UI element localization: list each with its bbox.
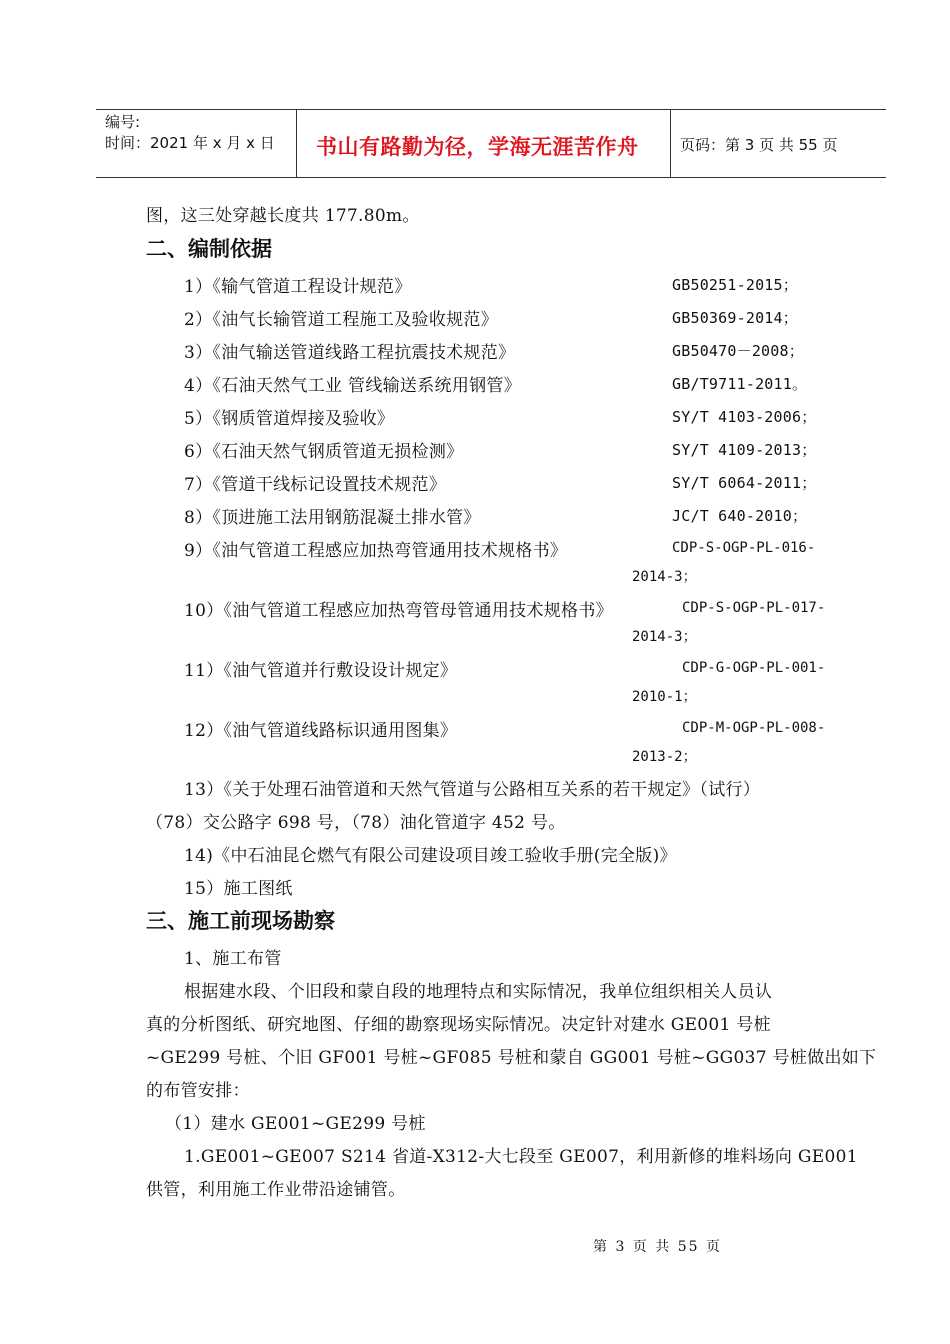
header-page-info: 页码：第 3 页 共 55 页 — [680, 136, 838, 154]
reference-item-code: SY/T 6064-2011； — [672, 474, 817, 492]
reference-item-code: GB50470－2008； — [672, 342, 804, 360]
page-footer: 第 3 页 共 55 页 — [593, 1239, 722, 1255]
reference-item-code-continued: 2014-3； — [632, 629, 697, 645]
reference-item-title: 5）《钢质管道焊接及验收》 — [184, 409, 395, 429]
intro-line: 图，这三处穿越长度共 177.80m。 — [146, 206, 420, 226]
reference-item-code: SY/T 4103-2006； — [672, 408, 817, 426]
section-heading-basis: 二、编制依据 — [146, 237, 272, 261]
sub-item-jianshui: （1）建水 GE001~GE299 号桩 — [165, 1114, 426, 1134]
reference-item-code: CDP-S-OGP-PL-016- — [672, 540, 816, 556]
section-heading-survey: 三、施工前现场勘察 — [146, 909, 335, 933]
reference-item-code: GB50369-2014； — [672, 309, 798, 327]
reference-item-title: 1）《输气管道工程设计规范》 — [184, 277, 412, 297]
reference-item-code: SY/T 4109-2013； — [672, 441, 817, 459]
reference-item-code-continued: 2013-2； — [632, 749, 697, 765]
paragraph-line: ~GE299 号桩、个旧 GF001 号桩~GF085 号桩和蒙自 GG001 号桩~GG037 号桩做出如下 — [146, 1048, 877, 1068]
paragraph-line: 真的分析图纸、研究地图、仔细的勘察现场实际情况。决定针对建水 GE001 号桩 — [146, 1015, 771, 1035]
reference-item-title: 10）《油气管道工程感应加热弯管母管通用技术规格书》 — [184, 601, 613, 621]
reference-item-14: 14)《中石油昆仑燃气有限公司建设项目竣工验收手册(完全版)》 — [184, 846, 677, 866]
date-label: 时间：2021 年 x 月 x 日 — [105, 134, 275, 152]
reference-item-code: JC/T 640-2010； — [672, 507, 808, 525]
header-bottom-rule — [96, 177, 886, 178]
reference-item-13-line1: 13）《关于处理石油管道和天然气管道与公路相互关系的若干规定》（试行） — [184, 780, 761, 800]
header-divider-right — [670, 109, 671, 177]
point-line: 供管，利用施工作业带沿途铺管。 — [146, 1180, 406, 1200]
point-line: 1.GE001~GE007 S214 省道-X312-大七段至 GE007，利用新修的堆料场向 GE001 — [184, 1147, 858, 1167]
reference-item-code: CDP-M-OGP-PL-008- — [682, 720, 826, 736]
header-top-rule — [96, 109, 886, 110]
paragraph-line: 根据建水段、个旧段和蒙自段的地理特点和实际情况，我单位组织相关人员认 — [184, 982, 773, 1002]
reference-item-title: 8）《顶进施工法用钢筋混凝土排水管》 — [184, 508, 481, 528]
reference-item-title: 9）《油气管道工程感应加热弯管通用技术规格书》 — [184, 541, 568, 561]
reference-item-code-continued: 2010-1； — [632, 689, 697, 705]
header-divider-left — [296, 109, 297, 177]
header-motto: 书山有路勤为径，学海无涯苦作舟 — [316, 135, 639, 159]
reference-item-code-continued: 2014-3； — [632, 569, 697, 585]
reference-item-13-line2: （78）交公路字 698 号，（78）油化管道字 452 号。 — [146, 813, 566, 833]
reference-item-title: 12）《油气管道线路标识通用图集》 — [184, 721, 458, 741]
reference-item-title: 11）《油气管道并行敷设设计规定》 — [184, 661, 458, 681]
paragraph-line: 的布管安排： — [146, 1081, 250, 1101]
reference-item-title: 3）《油气输送管道线路工程抗震技术规范》 — [184, 343, 516, 363]
reference-item-code: GB/T9711-2011。 — [672, 375, 808, 393]
reference-item-title: 6）《石油天然气钢质管道无损检测》 — [184, 442, 464, 462]
reference-item-title: 4）《石油天然气工业 管线输送系统用钢管》 — [184, 376, 522, 396]
sub-heading-pipe-layout: 1、施工布管 — [184, 949, 282, 969]
reference-item-code: GB50251-2015； — [672, 276, 798, 294]
reference-item-15: 15）施工图纸 — [184, 879, 293, 899]
reference-item-title: 2）《油气长输管道工程施工及验收规范》 — [184, 310, 499, 330]
reference-item-code: CDP-S-OGP-PL-017- — [682, 600, 826, 616]
serial-label: 编号: — [105, 113, 141, 131]
reference-item-title: 7）《管道干线标记设置技术规范》 — [184, 475, 447, 495]
reference-item-code: CDP-G-OGP-PL-001- — [682, 660, 826, 676]
